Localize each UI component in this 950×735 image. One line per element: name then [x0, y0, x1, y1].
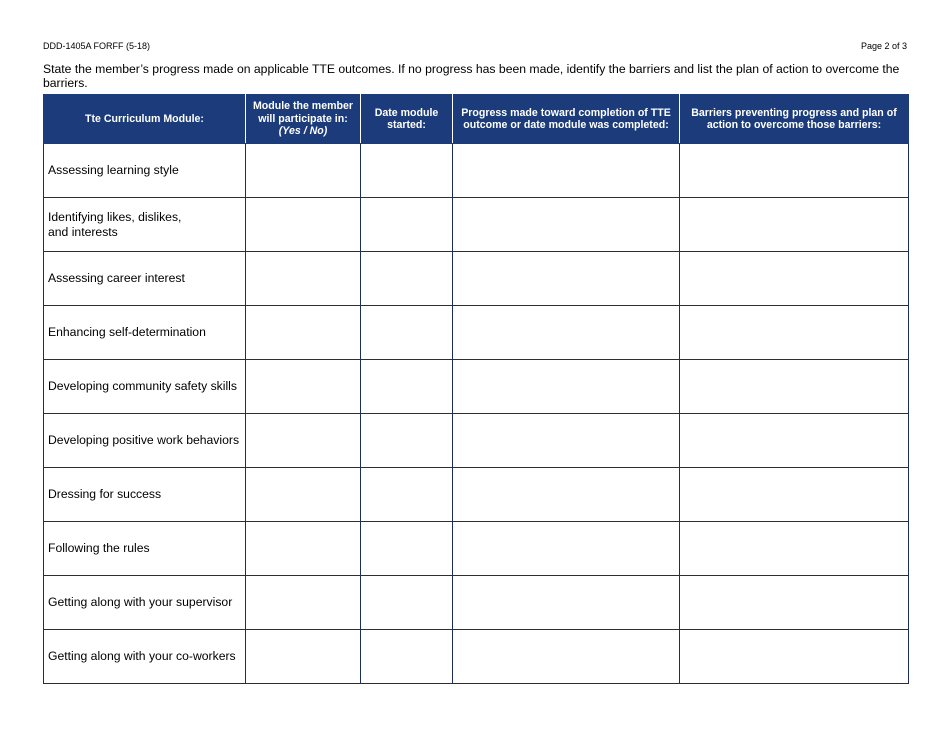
date-started-field[interactable] [361, 522, 453, 576]
barriers-field[interactable] [680, 576, 909, 630]
tte-progress-table [43, 94, 909, 684]
table-row [44, 252, 909, 306]
form-id: DDD-1405A FORFF (5-18) [43, 41, 151, 51]
module-name: Assessing learning style [44, 144, 246, 198]
progress-field[interactable] [453, 576, 680, 630]
header-module-label: Tte Curriculum Module: [85, 112, 204, 125]
module-name: Assessing career interest [44, 252, 246, 306]
participate-field[interactable] [246, 630, 361, 684]
progress-field[interactable] [453, 522, 680, 576]
barriers-field[interactable] [680, 468, 909, 522]
date-started-field[interactable] [361, 360, 453, 414]
date-started-field[interactable] [361, 306, 453, 360]
progress-field[interactable] [453, 198, 680, 252]
progress-field[interactable] [453, 468, 680, 522]
participate-field[interactable] [246, 360, 361, 414]
barriers-field[interactable] [680, 306, 909, 360]
module-name: Following the rules [44, 522, 246, 576]
barriers-field[interactable] [680, 144, 909, 198]
header-date-started [361, 95, 453, 144]
participate-field[interactable] [246, 144, 361, 198]
module-name: Getting along with your co-workers [44, 630, 246, 684]
participate-field[interactable] [246, 252, 361, 306]
barriers-field[interactable] [680, 414, 909, 468]
date-started-field[interactable] [361, 144, 453, 198]
progress-field[interactable] [453, 144, 680, 198]
header-participate [246, 95, 361, 144]
participate-field[interactable] [246, 522, 361, 576]
module-name: Dressing for success [44, 468, 246, 522]
progress-field[interactable] [453, 630, 680, 684]
table-header-row [44, 95, 909, 144]
progress-field[interactable] [453, 306, 680, 360]
date-started-field[interactable] [361, 252, 453, 306]
barriers-field[interactable] [680, 252, 909, 306]
table-row [44, 414, 909, 468]
module-name: Getting along with your supervisor [44, 576, 246, 630]
table-row [44, 522, 909, 576]
table-row [44, 306, 909, 360]
header-participate-label: Module the member will participate in: [252, 100, 354, 125]
table-row [44, 360, 909, 414]
date-started-field[interactable] [361, 468, 453, 522]
barriers-field[interactable] [680, 522, 909, 576]
header-date-started-label: Date module started: [374, 106, 439, 131]
progress-field[interactable] [453, 414, 680, 468]
module-name: Identifying likes, dislikes, and interests [44, 198, 246, 252]
barriers-field[interactable] [680, 360, 909, 414]
participate-field[interactable] [246, 468, 361, 522]
participate-field[interactable] [246, 198, 361, 252]
participate-field[interactable] [246, 414, 361, 468]
progress-field[interactable] [453, 360, 680, 414]
header-progress [453, 95, 680, 144]
date-started-field[interactable] [361, 576, 453, 630]
table-row [44, 468, 909, 522]
page-number: Page 2 of 3 [860, 41, 907, 51]
table-row [44, 144, 909, 198]
date-started-field[interactable] [361, 630, 453, 684]
participate-field[interactable] [246, 576, 361, 630]
header-module [44, 95, 246, 144]
module-name: Developing community safety skills [44, 360, 246, 414]
table-row [44, 576, 909, 630]
header-progress-label: Progress made toward completion of TTE outcome or date module was completed: [461, 106, 671, 131]
progress-field[interactable] [453, 252, 680, 306]
header-participate-sub: (Yes / No) [278, 125, 328, 138]
barriers-field[interactable] [680, 198, 909, 252]
module-name: Enhancing self-determination [44, 306, 246, 360]
header-barriers [680, 95, 909, 144]
instructions-text: State the member’s progress made on applicable TTE outcomes. If no progress has been made, identify the barriers and list the plan of action to overcome the barriers. [43, 62, 900, 90]
table-row [44, 198, 909, 252]
table-row [44, 630, 909, 684]
barriers-field[interactable] [680, 630, 909, 684]
module-name: Developing positive work behaviors [44, 414, 246, 468]
participate-field[interactable] [246, 306, 361, 360]
date-started-field[interactable] [361, 198, 453, 252]
header-barriers-label: Barriers preventing progress and plan of action to overcome those barriers: [691, 106, 897, 131]
date-started-field[interactable] [361, 414, 453, 468]
